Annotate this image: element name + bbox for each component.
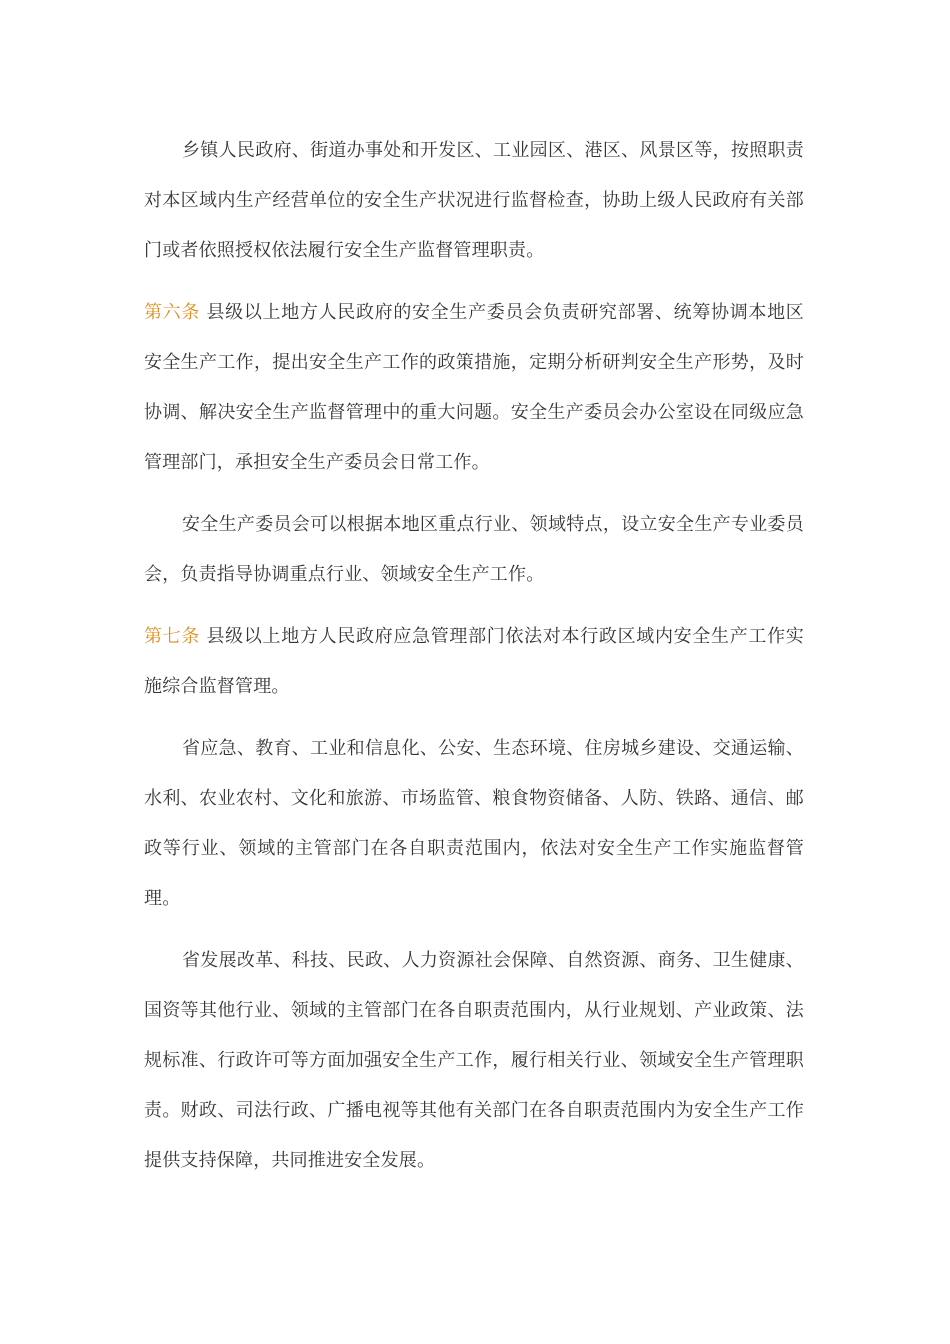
- paragraph-text: 安全生产委员会可以根据本地区重点行业、领域特点，设立安全生产专业委员会，负责指导协调重点行业、领域安全生产工作。: [144, 514, 804, 585]
- article-number: 第六条: [144, 302, 201, 323]
- article-7: [144, 612, 804, 712]
- paragraph-provincial-departments: [144, 724, 804, 924]
- paragraph-text: 省发展改革、科技、民政、人力资源社会保障、自然资源、商务、卫生健康、国资等其他行业、领域的主管部门在各自职责范围内，从行业规划、产业政策、法规标准、行政许可等方面加强安全生产工作，履行相关行业、领域安全生产管理职责。财政、司法行政、广播电视等其他有关部门在各自职责范围内为安全生产工作提供支持保障，共同推进安全发展。: [144, 950, 804, 1171]
- paragraph-other-departments: [144, 936, 804, 1186]
- document-body: [144, 126, 804, 1198]
- article-number: 第七条: [144, 626, 201, 647]
- article-text: 县级以上地方人民政府应急管理部门依法对本行政区域内安全生产工作实施综合监督管理。: [144, 626, 804, 697]
- article-text: 县级以上地方人民政府的安全生产委员会负责研究部署、统筹协调本地区安全生产工作，提出安全生产工作的政策措施，定期分析研判安全生产形势，及时协调、解决安全生产监督管理中的重大问题。安全生产委员会办公室设在同级应急管理部门，承担安全生产委员会日常工作。: [144, 302, 804, 473]
- paragraph-text: 省应急、教育、工业和信息化、公安、生态环境、住房城乡建设、交通运输、水利、农业农村、文化和旅游、市场监管、粮食物资储备、人防、铁路、通信、邮政等行业、领域的主管部门在各自职责范围内，依法对安全生产工作实施监督管理。: [144, 738, 804, 909]
- article-6: [144, 288, 804, 488]
- paragraph-township-duties: [144, 126, 804, 276]
- paragraph-text: 乡镇人民政府、街道办事处和开发区、工业园区、港区、风景区等，按照职责对本区域内生产经营单位的安全生产状况进行监督检查，协助上级人民政府有关部门或者依照授权依法履行安全生产监督管理职责。: [144, 140, 804, 261]
- paragraph-safety-committee: [144, 500, 804, 600]
